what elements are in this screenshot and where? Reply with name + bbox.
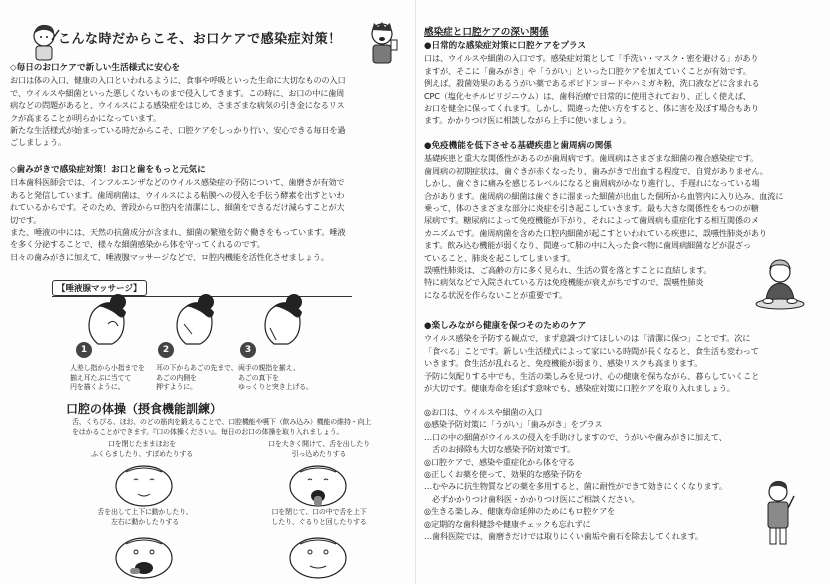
page-fold-divider (415, 0, 416, 584)
caption-line: 耳の下からあごの先まで、 (156, 364, 238, 372)
exercise-heading: 口腔の体操（摂食機能訓練） (66, 402, 223, 416)
paragraph-line: ます。かかりつけ医に相談しながら上手に使いましょう。 (424, 115, 632, 126)
section-enjoy-health (424, 320, 822, 394)
paragraph-line: ていること、肺炎を起こしてしまいます。 (424, 252, 576, 263)
caption-line: あごの真下を (238, 373, 279, 382)
paragraph-line: また、唾液の中には、天然の抗菌成分が含まれ、細菌の繁殖を防ぐ働きをもっています。唾液 (10, 227, 346, 238)
paragraph-line: 基礎疾患と重大な関係性があるのが歯周病です。歯周病はさまざまな細菌の複合感染症です。 (424, 153, 759, 164)
caption-line: したり、ぐるりと回したりする (271, 517, 367, 526)
section-daily-care (424, 40, 822, 127)
paragraph-line: ます。飲み込む機能が弱くなり、間違って肺の中に入った食べ物に歯周病細菌などが混ざっ (424, 240, 751, 251)
step-3-caption (238, 364, 328, 393)
desc-line: をはかることができます。『口の体操ください』。毎日のお口の体操を取り入れましょう。 (72, 427, 344, 436)
page-title: こんな時だからこそ、お口ケアで感染症対策！ (58, 32, 342, 47)
paragraph-line: 日々の歯みがきに加えて、唾液腺マッサージなどで、ロ腔内機能を活性化させましょう。 (10, 251, 329, 262)
caption-line: 人差し指から小指までを (70, 364, 145, 372)
elderly-eating-icon (750, 256, 810, 312)
paragraph-line: お口を健全に保ってくれます。しかし、間違った使い方をすると、体に害を及ぼす場合もあり (424, 103, 759, 114)
caption-line: 口を閉じたままほおを (108, 440, 176, 448)
paragraph-line: いきます。食生活が乱れると、免疫機能が弱まり、感染リスクも高まります。 (424, 358, 703, 369)
caption-line: 円を描くように。 (70, 383, 125, 391)
section-heading: ●日常的な感染症対策に口腔ケアをプラス (424, 41, 586, 51)
paragraph-line: 合があります。歯周病の細菌は歯ぐきに溜まった細菌が出血した個所から血管内に入り込み、血流に (424, 190, 784, 201)
list-item: ◎生きる楽しみ、健康寿命延伸のためにもロ腔ケアを (424, 506, 616, 517)
caption-line: 口を大きく開けて、舌を出したり (268, 440, 370, 448)
paragraph-line: 口は、ウイルスや細菌の入口です。感染症対策として「手洗い・マスク・密を避ける」があり (424, 53, 759, 64)
list-item: ◎正しくお薬を使って、効果的な感染予防を (424, 469, 583, 480)
list-item: …口の中の細菌がウイルスの侵入を手助けしますので、うがいや歯みがきに加えて、 (424, 431, 727, 442)
paragraph-line: 切です。 (10, 214, 42, 225)
caption-line: 引っ込めたりする (291, 449, 347, 458)
caption-line: ゆっくりと突き上げる。 (238, 383, 313, 391)
list-item: 舌のお掃除も大切な感染予防対策です。 (424, 444, 576, 455)
paragraph-line: 誤嚥性肺炎は、ご高齢の方に多く見られ、生活の質を落とすことに直結します。 (424, 265, 712, 276)
section-heading: ◇毎日のお口ケアで新しい生活様式に安心を (10, 63, 181, 73)
section-new-lifestyle (10, 62, 408, 149)
paragraph-line: ますが、そこに「歯みがき」や「うがい」といった口腔ケアを加えていくことが有効です。 (424, 65, 751, 76)
list-item: ◎お口は、ウイルスや細菌の入口 (424, 407, 543, 417)
paragraph-line: しかし、歯ぐきに痛みを感じるレベルになると歯周病がかなり進行し、手遅れになっている場 (424, 178, 760, 189)
caption-line: 両手の親指を揃え、 (238, 364, 300, 372)
step-number: 2 (158, 342, 174, 358)
paragraph-line: 新たな生活様式が始まっている時だからこそ、口腔ケアをしっかり行い、安心できる毎日を過 (10, 125, 346, 136)
list-item: …むやみに抗生物質などの薬を多用すると、菌に耐性ができて効きにくくなります。 (424, 481, 727, 492)
paragraph-line: 特に病気などで入院されている方は免疫機能が衰えがちですので、誤嚥性肺炎 (424, 277, 704, 288)
caption-line: 押すように。 (156, 383, 197, 391)
section-heading: ◇歯みがきで感染症対策！お口と歯をもっと元気に (10, 165, 206, 175)
right-page (424, 0, 822, 584)
step-number: 3 (240, 342, 256, 358)
paragraph-line: ごしましょう。 (10, 137, 66, 148)
massage-label: 【唾液腺マッサージ】 (52, 280, 147, 296)
caption-line: 舌を出して上下に動かしたり、 (97, 508, 193, 516)
paragraph-line: 尿病です。糖尿病によって免疫機能が下がり、それによって歯周病も重症化する相互関係のメ (424, 215, 759, 226)
paragraph-line: になる状況を作らないことが重要です。 (424, 289, 568, 300)
paragraph-line: 日本歯科医師会では、インフルエンザなどのウイルス感染症の予防について、歯磨きが有効で (10, 177, 345, 188)
exercise-description (72, 418, 402, 437)
massage-illustrations (68, 294, 338, 346)
desc-line: 舌、くちびる、ほお、のどの筋肉を鍛えることで、口腔機能や嚥下（飲み込み）機能の維持・向上 (72, 418, 372, 426)
caption-line: 左右に動かしたりする (111, 517, 179, 526)
girl-brushing-icon (28, 22, 62, 62)
list-item: 必ずかかりつけ歯科医・かかりつけ医にご相談ください。 (424, 493, 640, 504)
paragraph-line: カニズムです。歯周病菌を含めた口腔内細菌が起こすといわれている疾患に、誤嚥性肺炎があり (424, 227, 767, 238)
caption-line: あごの内側を (156, 373, 197, 382)
exercise-faces-bottom (100, 532, 400, 580)
section-heading: ●楽しみながら健康を保つそのためのケア (424, 321, 587, 331)
exercise-caption-3 (70, 508, 220, 527)
exercise-faces-top (100, 462, 400, 508)
caption-line: 揃え耳たぶに当てて (70, 373, 132, 382)
paragraph-line: 例えば、殺菌効果のあるうがい薬であるポビドンヨードやハミガキ粉、洗口液などに含まれる (424, 78, 760, 89)
left-page (8, 0, 408, 584)
paragraph-line: で、ウイルスや細菌といった悪しくないものまで侵入してきます。この時に、お口の中に歯周 (10, 87, 345, 98)
paragraph-line: れているからです。そのため、普段からロ腔内を清潔にし、細菌をできるだけ減らすことが大 (10, 202, 345, 213)
paragraph-line: 予防に気配りする中でも、生活の楽しみを見つけ、心の健康を保ちながら、暮らしていくこと (424, 370, 760, 381)
step-1 (76, 342, 92, 358)
list-item: ◎口腔ケアで、感染や重症化から体を守る (424, 456, 575, 467)
paragraph-line: を多く分泌することで、様々な細菌感染から体を守ってくれるのです。 (10, 239, 265, 250)
step-number: 1 (76, 342, 92, 358)
list-item: ◎感染予防対策に「うがい」「歯みがき」をプラス (424, 419, 603, 430)
paragraph-line: 「食べる」ことです。新しい生活様式によって家にいる時間が長くなると、食生活も変わって (424, 345, 759, 356)
boy-mouthwash-icon (364, 20, 400, 66)
section-brushing (10, 164, 408, 263)
paragraph-line: 歯周病の初期症状は、歯ぐきが赤くなったり、歯みがきで出血する程度で、自覚がありません。 (424, 165, 768, 176)
exercise-caption-2 (244, 440, 394, 459)
right-heading: 感染症と口腔ケアの深い関係 (424, 27, 549, 38)
step-1-caption (70, 364, 154, 393)
list-item: …歯科医院では、歯磨きだけでは取りにくい歯垢や歯石を除去してくれます。 (424, 531, 703, 542)
paragraph-line: 乗って、体のさまざまな部分に炎症を引き起こしていきます。最も大きな関係性をもつのが糖 (424, 203, 759, 214)
paragraph-line: あると発信しています。歯周病菌は、ウイルスによる粘膜への侵入を手伝う酵素を出すといわ (10, 189, 345, 200)
paragraph-line: CPC（塩化セチルピリジニウム）は、歯科治療で日常的に使用されており、正しく使えば、 (424, 90, 751, 101)
exercise-caption-1 (72, 440, 212, 459)
man-toothbrush-icon (758, 478, 798, 548)
paragraph-line: 病などの問題があると、ウイルスによる感染症をはじめ、さまざまな病気の引き金になるリス (10, 100, 345, 111)
step-2-caption (156, 364, 240, 393)
massage-steps (68, 342, 368, 392)
caption-line: ふくらましたり、すぼめたりする (91, 449, 193, 458)
step-3 (240, 342, 256, 358)
step-2 (158, 342, 174, 358)
caption-line: 口を閉じて、口の中で舌を上下 (271, 508, 367, 516)
exercise-caption-4 (244, 508, 394, 527)
paragraph-line: ウイルス感染を予防する観点で、まず意識づけてほしいのは「清潔に保つ」ことです。次に (424, 333, 751, 344)
face-profile-illustrations (68, 294, 338, 346)
paragraph-line: お口は体の入口、健康の入口といわれるように、食事や呼吸といった生命に大切なものの入口 (10, 75, 346, 86)
paragraph-line: が大切です。健康寿命を延ばす意味でも、感染症対策に口腔ケアを取り入れましょう。 (424, 383, 735, 394)
list-item: ◎定期的な歯科健診や健康チェックも忘れずに (424, 518, 591, 529)
section-heading: ●免疫機能を低下させる基礎疾患と歯周病の関係 (424, 141, 612, 151)
paragraph-line: クが高まることが明らかになっています。 (10, 112, 162, 123)
